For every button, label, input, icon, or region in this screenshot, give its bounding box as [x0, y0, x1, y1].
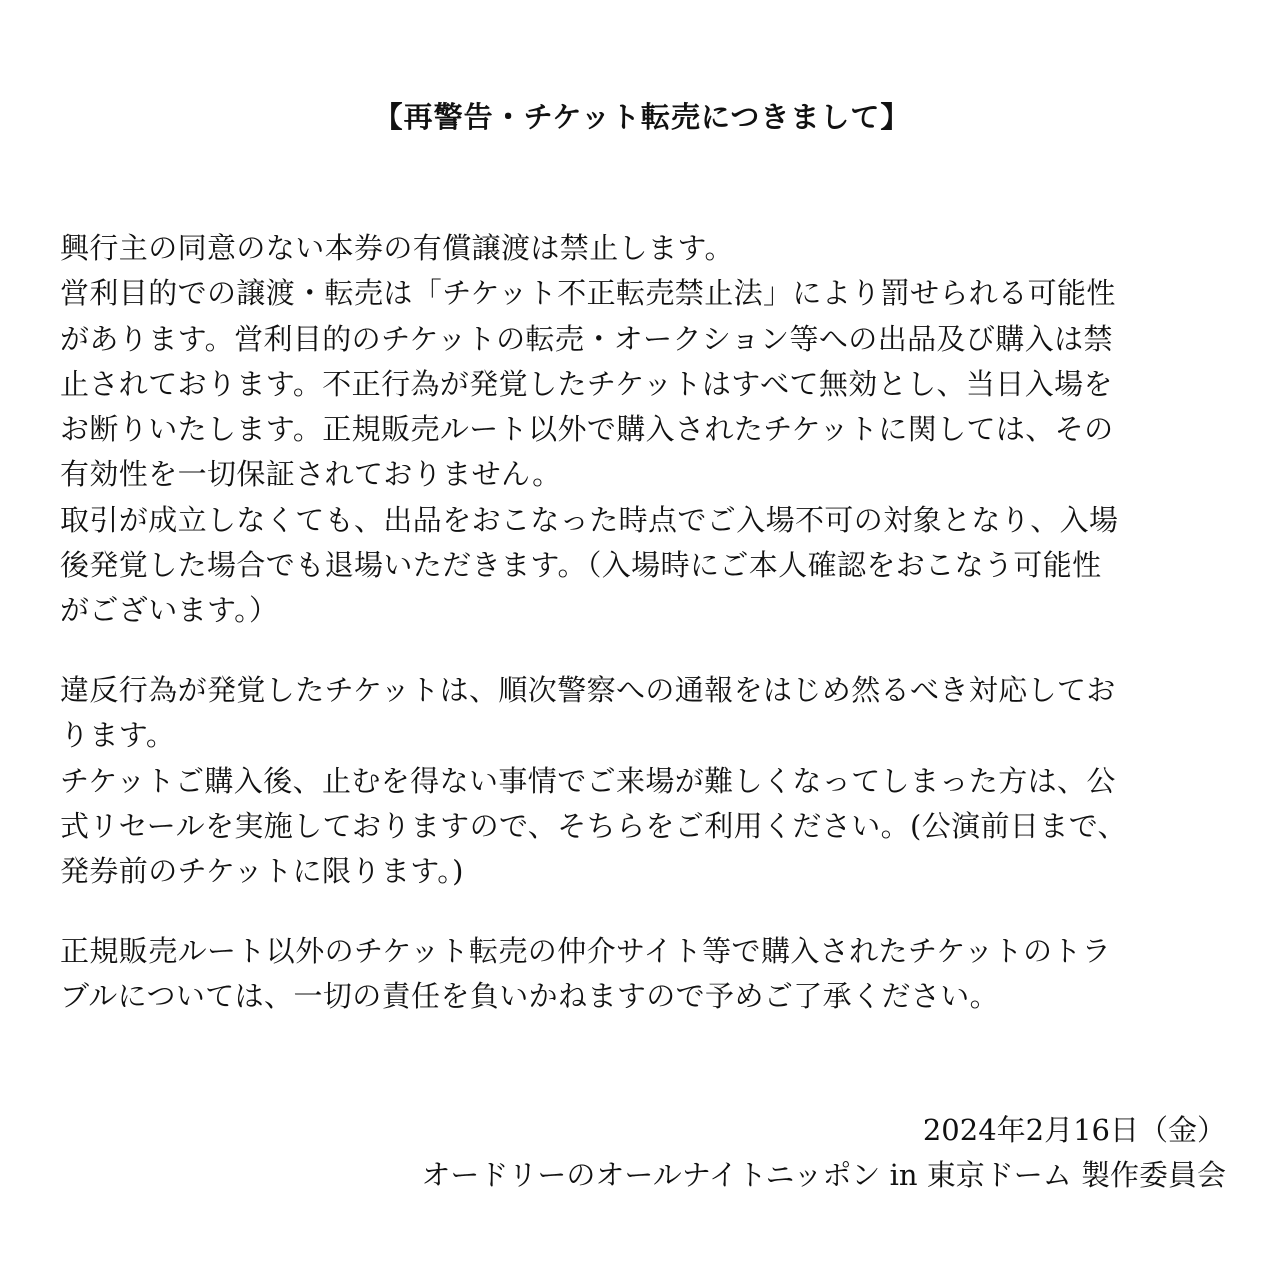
text-line: 止されております。不正行為が発覚したチケットはすべて無効とし、当日入場を [60, 366, 1113, 401]
text-line: 違反行為が発覚したチケットは、順次警察への通報をはじめ然るべき対応してお [60, 673, 1116, 707]
notice-title: 【再警告・チケット転売につきまして】 [373, 100, 911, 134]
text-line: があります。営利目的のチケットの転売・オークション等への出品及び購入は禁 [60, 321, 1113, 356]
notice-date: 2024年2月16日（金） [922, 1113, 1226, 1147]
text-line: がございます。） [60, 593, 279, 628]
paragraph-police-and-resale [60, 668, 1230, 894]
text-line: 取引が成立しなくても、出品をおこなった時点でご入場不可の対象となり、入場 [60, 502, 1119, 537]
issuer-name: オードリーのオールナイトニッポン in 東京ドーム 製作委員会 [421, 1158, 1226, 1192]
paragraph-resale-prohibition [60, 226, 1230, 634]
text-line: お断りいたします。正規販売ルート以外で購入されたチケットに関しては、その [60, 412, 1114, 447]
text-line: 正規販売ルート以外のチケット転売の仲介サイト等で購入されたチケットのトラ [60, 934, 1112, 968]
text-line: 営利目的での譲渡・転売は「チケット不正転売禁止法」により罰せられる可能性 [60, 276, 1116, 311]
text-line: ります。 [60, 718, 176, 753]
text-line: 式リセールを実施しておりますので、そちらをご利用ください。(公演前日まで、 [60, 808, 1127, 843]
signature-block [421, 1108, 1226, 1198]
text-line: 発券前のチケットに限ります。) [60, 854, 464, 889]
text-line: 興行主の同意のない本券の有償譲渡は禁止します。 [60, 231, 734, 265]
text-line: ブルについては、一切の責任を負いかねますので予めご了承ください。 [60, 979, 1000, 1014]
text-line: チケットご購入後、止むを得ない事情でご来場が難しくなってしまった方は、公 [60, 763, 1116, 798]
paragraph-liability-disclaimer [60, 929, 1230, 1020]
text-line: 有効性を一切保証されておりません。 [60, 457, 562, 492]
text-line: 後発覚した場合でも退場いただきます。（入場時にご本人確認をおこなう可能性 [60, 548, 1102, 583]
